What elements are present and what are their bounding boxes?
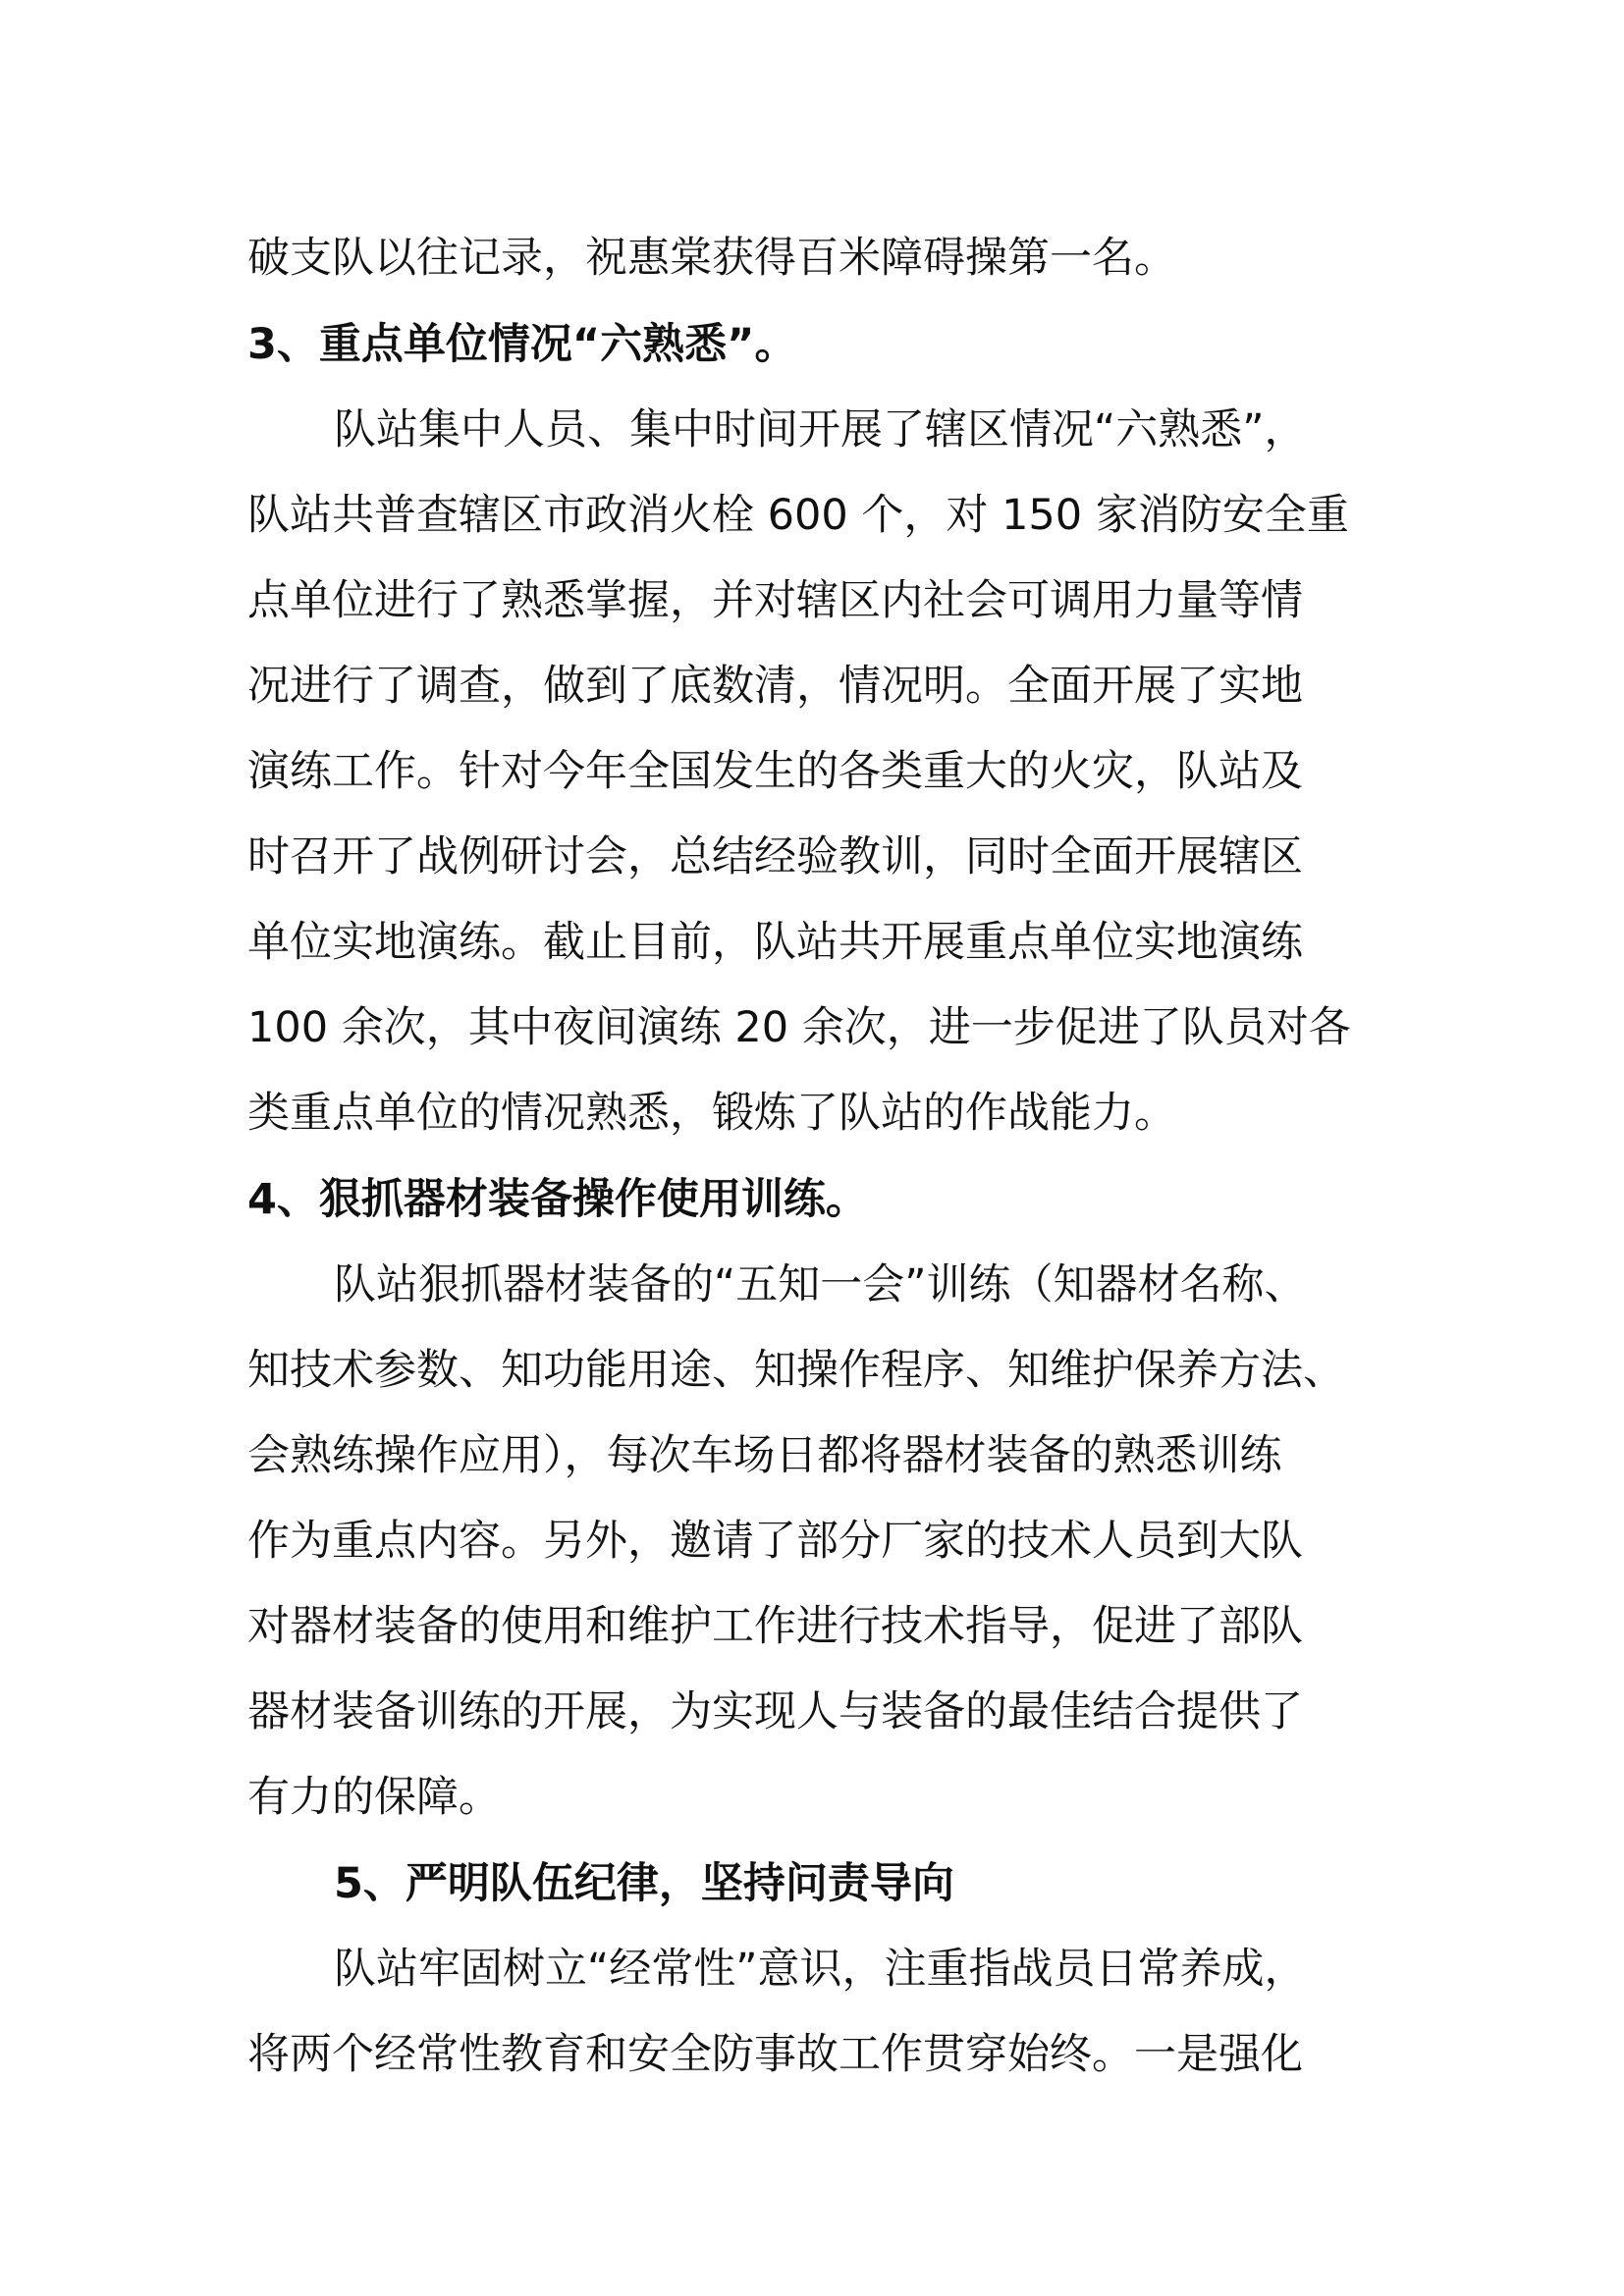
paragraph-line: 演练工作。针对今年全国发生的各类重大的火灾，队站及 bbox=[247, 747, 1303, 796]
paragraph-line: 会熟练操作应用），每次车场日都将器材装备的熟悉训练 bbox=[247, 1431, 1282, 1480]
paragraph-line: 对器材装备的使用和维护工作进行技术指导，促进了部队 bbox=[247, 1602, 1303, 1651]
section-heading-4: 4、狠抓器材装备操作使用训练。 bbox=[247, 1175, 868, 1224]
paragraph-line: 100 余次，其中夜间演练 20 余次，进一步促进了队员对各 bbox=[247, 1003, 1351, 1052]
paragraph-line: 点单位进行了熟悉掌握，并对辖区内社会可调用力量等情 bbox=[247, 576, 1303, 625]
paragraph-line: 知技术参数、知功能用途、知操作程序、知维护保养方法、 bbox=[247, 1346, 1345, 1395]
paragraph-line: 况进行了调查，做到了底数清，情况明。全面开展了实地 bbox=[247, 662, 1303, 711]
paragraph-line: 破支队以往记录，祝惠棠获得百米障碍操第一名。 bbox=[247, 234, 1176, 283]
paragraph-line: 作为重点内容。另外，邀请了部分厂家的技术人员到大队 bbox=[247, 1517, 1303, 1566]
paragraph-line: 类重点单位的情况熟悉，锻炼了队站的作战能力。 bbox=[247, 1089, 1176, 1138]
paragraph-line: 时召开了战例研讨会，总结经验教训，同时全面开展辖区 bbox=[247, 832, 1303, 881]
paragraph-line: 队站狠抓器材装备的“五知一会”训练（知器材名称、 bbox=[334, 1260, 1307, 1309]
paragraph-line: 有力的保障。 bbox=[247, 1773, 501, 1822]
paragraph-line: 单位实地演练。截止目前，队站共开展重点单位实地演练 bbox=[247, 918, 1303, 967]
paragraph-line: 将两个经常性教育和安全防事故工作贯穿始终。一是强化 bbox=[247, 2030, 1303, 2079]
paragraph-line: 队站共普查辖区市政消火栓 600 个，对 150 家消防安全重 bbox=[247, 491, 1349, 540]
paragraph-line: 器材装备训练的开展，为实现人与装备的最佳结合提供了 bbox=[247, 1687, 1303, 1736]
paragraph-line: 队站集中人员、集中时间开展了辖区情况“六熟悉”， bbox=[334, 405, 1307, 454]
section-heading-5: 5、严明队伍纪律，坚持问责导向 bbox=[334, 1859, 954, 1908]
section-heading-3: 3、重点单位情况“六熟悉”。 bbox=[247, 320, 797, 369]
paragraph-line: 队站牢固树立“经常性”意识，注重指战员日常养成， bbox=[334, 1945, 1307, 1994]
